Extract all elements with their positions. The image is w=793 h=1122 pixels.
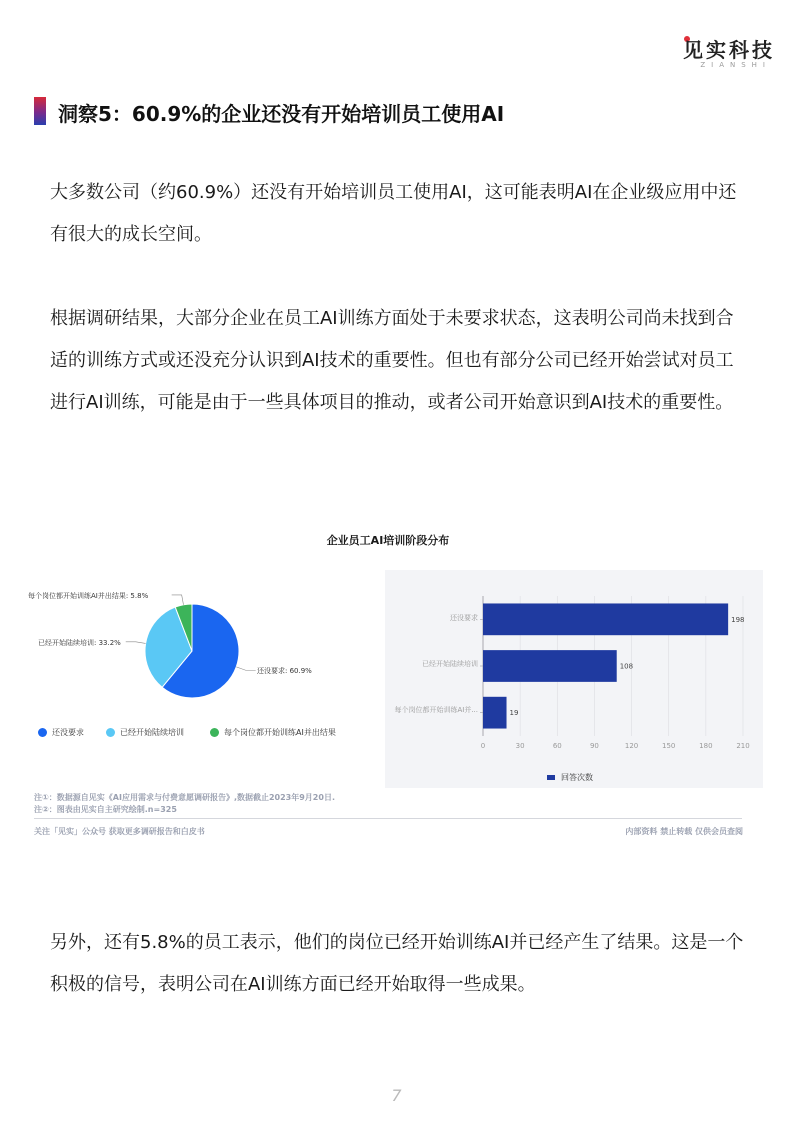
footer-left-text: 关注「见实」公众号 获取更多调研报告和白皮书 bbox=[34, 827, 205, 836]
bar-value-label: 198 bbox=[731, 615, 745, 624]
brand-name: 见实科技 bbox=[683, 38, 775, 62]
pie-leader-line bbox=[172, 595, 184, 605]
x-tick-label: 90 bbox=[589, 742, 599, 750]
x-tick-label: 180 bbox=[699, 742, 713, 750]
legend-item-2 bbox=[106, 727, 184, 738]
paragraph-1: 大多数公司（约60.9%）还没有开始培训员工使用AI，这可能表明AI在企业级应用中还有很大的成长空间。 bbox=[50, 182, 737, 245]
legend-label: 已经开始陆续培训 bbox=[120, 728, 184, 737]
legend-item-1 bbox=[38, 727, 84, 738]
pie-label-slice-3: 每个岗位都开始训练AI并出结果: 5.8% bbox=[28, 592, 149, 600]
chart-title: 企业员工AI培训阶段分布 bbox=[326, 534, 450, 547]
x-tick-label: 150 bbox=[662, 742, 676, 750]
bar-legend-item bbox=[547, 772, 593, 783]
heading-accent-bar bbox=[34, 97, 46, 125]
legend-dot-icon bbox=[38, 728, 47, 737]
x-tick-label: 0 bbox=[480, 742, 486, 750]
divider bbox=[34, 818, 742, 819]
bar-value-label: 108 bbox=[619, 662, 634, 671]
legend-swatch-icon bbox=[547, 775, 555, 780]
x-tick-label: 60 bbox=[552, 742, 562, 750]
note-1: 注①：数据源自见实《AI应用需求与付费意愿调研报告》,数据截止2023年9月20日. bbox=[34, 793, 335, 802]
footer-right-text: 内部资料 禁止转载 仅供会员查阅 bbox=[625, 827, 743, 836]
x-tick-label: 30 bbox=[515, 742, 525, 750]
pie-leader-line bbox=[126, 642, 146, 644]
section-heading: 洞察5：60.9%的企业还没有开始培训员工使用AI bbox=[58, 102, 505, 126]
x-tick-label: 120 bbox=[624, 742, 639, 750]
pie-label-slice-2: 已经开始陆续培训: 33.2% bbox=[38, 639, 121, 647]
paragraph-3: 另外，还有5.8%的员工表示，他们的岗位已经开始训练AI并已经产生了结果。这是一个积极的信号，表明公司在AI训练方面已经开始取得一些成果。 bbox=[50, 932, 744, 995]
paragraph-2: 根据调研结果，大部分企业在员工AI训练方面处于未要求状态，这表明公司尚未找到合适的训练方式或还没充分认识到AI技术的重要性。但也有部分公司已经开始尝试对员工进行AI训练，可能是由于一些具体项目的推动，或者公司开始意识到AI技术的重要性。 bbox=[50, 308, 734, 413]
bar bbox=[483, 697, 507, 729]
bar-category-label: 还没要求 bbox=[450, 614, 478, 622]
note-2: 注②：图表由见实自主研究绘制.n=325 bbox=[34, 805, 177, 814]
legend-dot-icon bbox=[106, 728, 115, 737]
pie-leader-line bbox=[236, 667, 255, 670]
legend-dot-icon bbox=[210, 728, 219, 737]
legend-item-3 bbox=[210, 727, 336, 738]
bar-category-label: 每个岗位都开始训练AI并... bbox=[394, 706, 478, 714]
legend-label: 回答次数 bbox=[561, 773, 593, 782]
x-tick-label: 210 bbox=[736, 742, 750, 750]
brand-logo bbox=[640, 34, 775, 74]
bar-category-label: 已经开始陆续培训 bbox=[422, 660, 478, 668]
page-number: 7 bbox=[391, 1086, 402, 1105]
legend-label: 每个岗位都开始训练AI并出结果 bbox=[224, 728, 336, 737]
legend-label: 还没要求 bbox=[52, 728, 84, 737]
brand-subtitle: ZIANSHI bbox=[700, 61, 771, 69]
bar-chart bbox=[385, 570, 763, 788]
pie-label-slice-1: 还没要求: 60.9% bbox=[257, 667, 312, 675]
bar bbox=[483, 603, 728, 635]
bar-value-label: 19 bbox=[509, 709, 519, 718]
bar bbox=[483, 650, 617, 682]
pie-chart bbox=[0, 580, 385, 720]
